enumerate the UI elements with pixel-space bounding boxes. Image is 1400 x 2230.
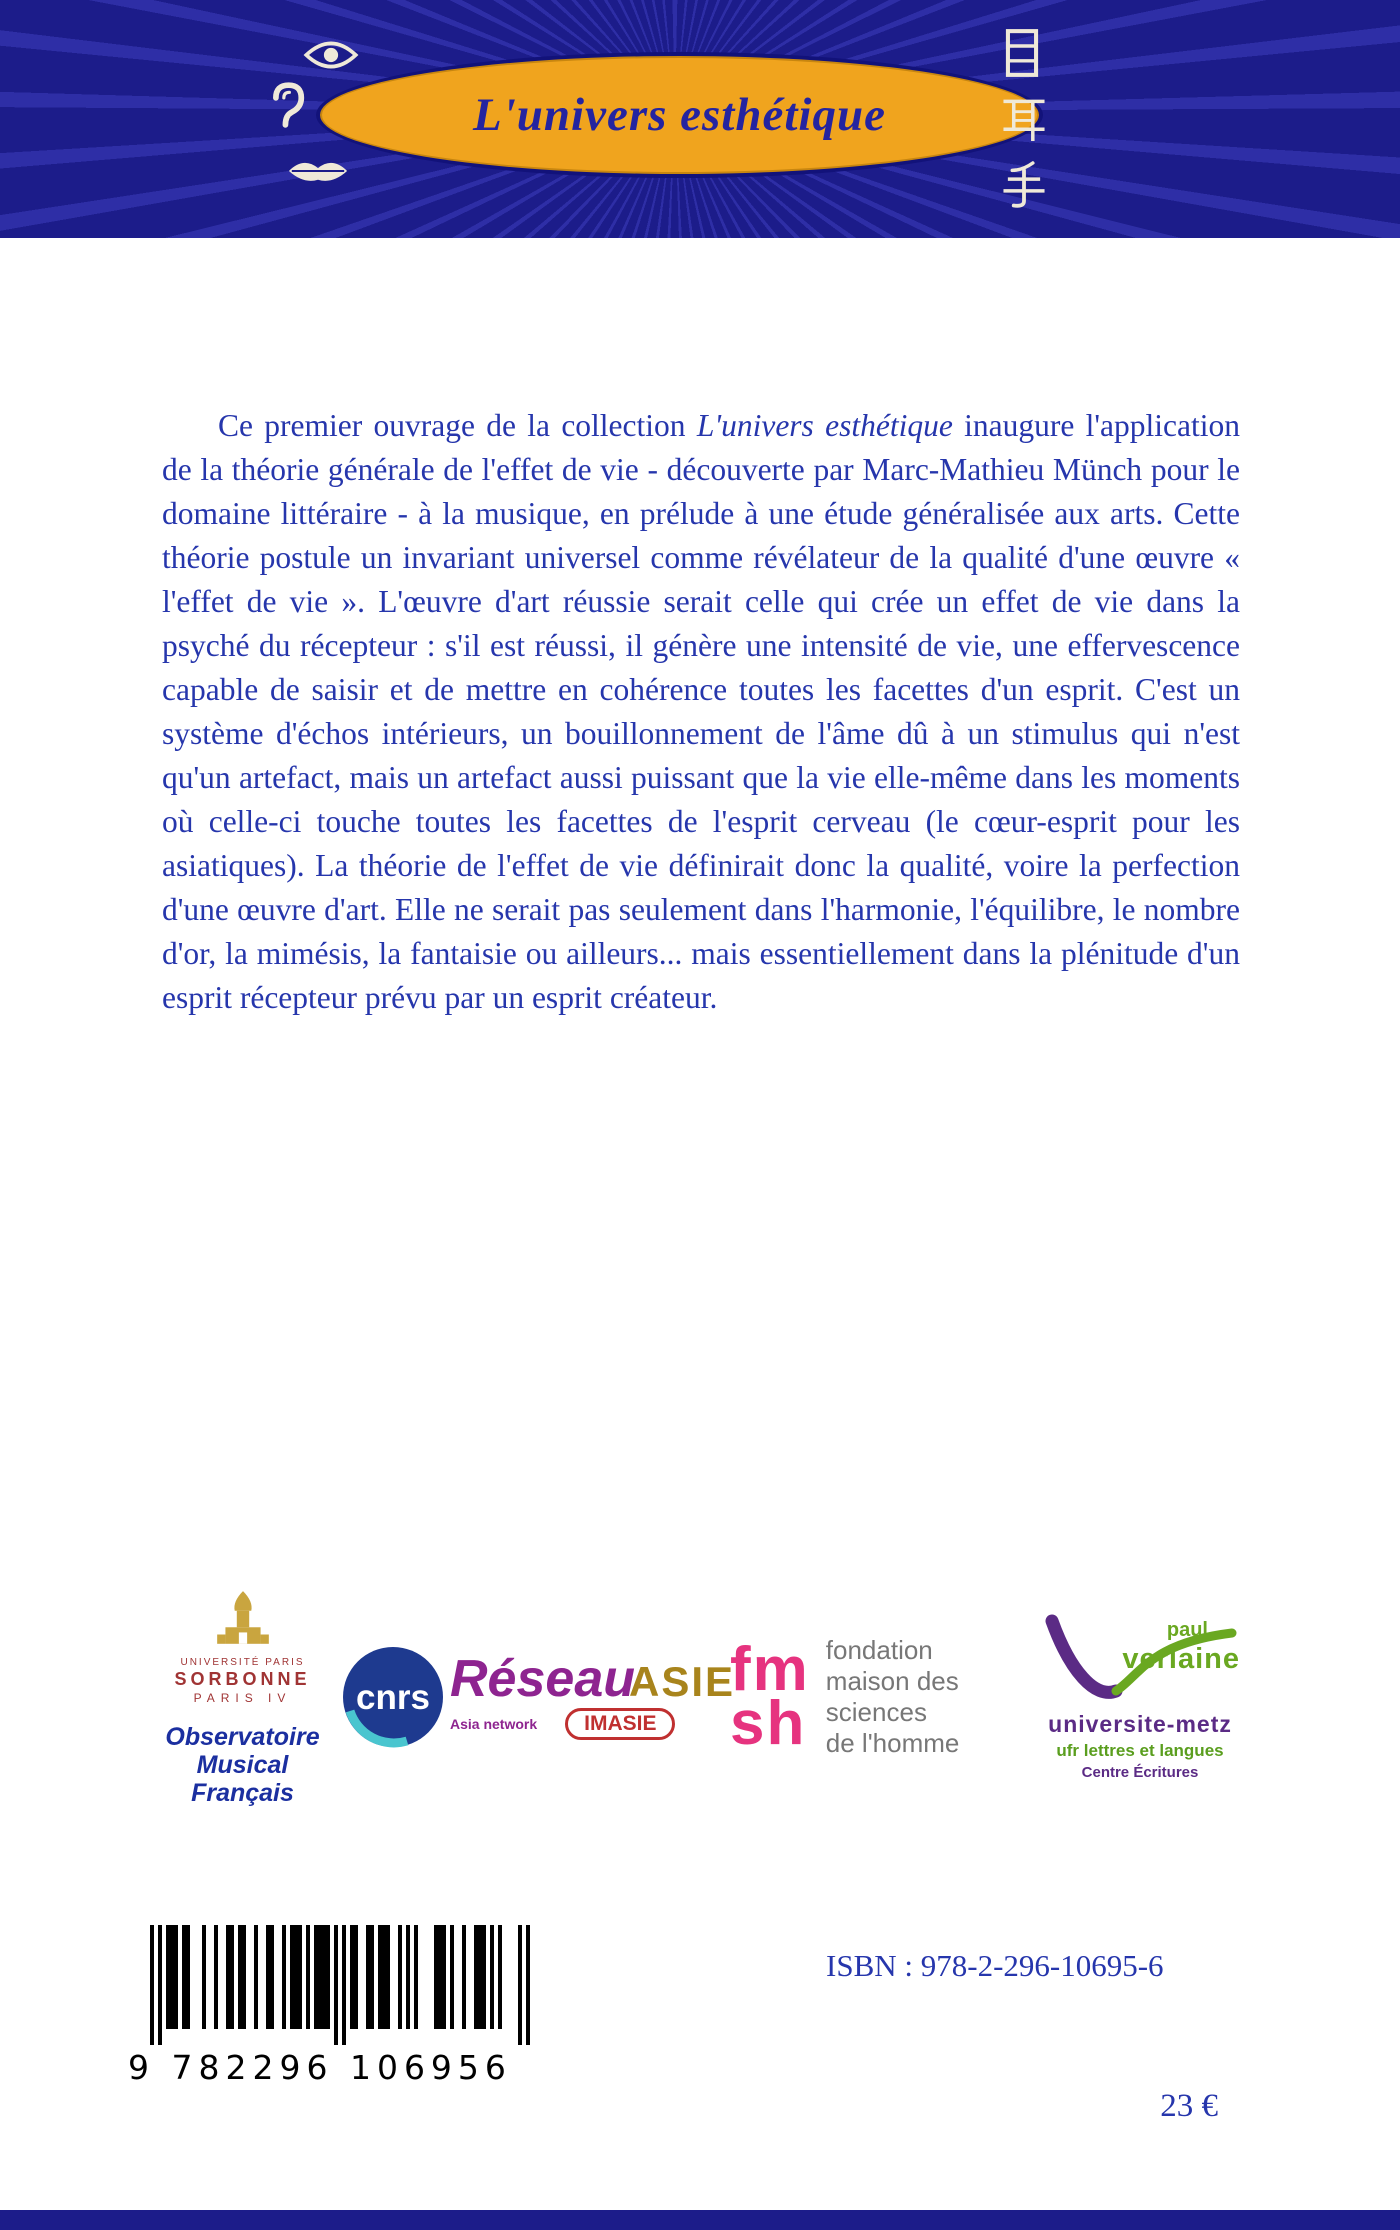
imasie-badge: IMASIE: [565, 1708, 675, 1740]
back-cover-blurb: [162, 404, 1240, 1020]
fmsh-letters-row2: sh: [730, 1689, 807, 1758]
sorbonne-campus: PARIS IV: [193, 1690, 292, 1705]
publisher-logos: [150, 1582, 1250, 1812]
metz-ufr: ufr lettres et langues: [1056, 1741, 1224, 1760]
blurb-lead: Ce premier ouvrage de la collection: [218, 407, 697, 443]
fmsh-letters-row1: fm: [730, 1635, 810, 1704]
metz-logo: [1030, 1613, 1250, 1781]
mouth-icon: [286, 156, 350, 186]
reseau-asie-logo: [450, 1650, 736, 1740]
fmsh-line-4: de l'homme: [825, 1728, 960, 1758]
metz-university: universite-metz: [1048, 1711, 1232, 1737]
kanji-eye-icon: [1002, 28, 1042, 78]
omf-line1: Observatoire: [165, 1722, 320, 1751]
sorbonne-name: SORBONNE: [174, 1668, 311, 1689]
eye-icon: [302, 38, 360, 72]
collection-title: L'univers esthétique: [473, 89, 886, 141]
fmsh-line-2: maison des: [825, 1666, 959, 1696]
reseau-asie-accent: ASIE: [629, 1658, 736, 1705]
metz-paul: paul: [1166, 1619, 1208, 1641]
header-band: [0, 0, 1400, 238]
footer-band: [0, 2210, 1400, 2230]
collection-banner: [320, 56, 1039, 174]
omf-line2: Musical Français: [191, 1750, 294, 1807]
barcode: [128, 1925, 580, 2087]
blurb-body: inaugure l'application de la théorie générale de l'effet de vie - découverte par Marc-Mathieu Münch pour le domaine littéraire - à la musique, en prélude à une étude généralisée aux arts. Cette théorie postule un invariant universel comme révélateur de la qualité d'une œuvre « l'effet de vie ». L'œuvre d'art réussie serait celle qui crée un effet de vie dans la psyché du récepteur : s'il est réussi, il génère une intensité de vie, une effervescence capable de saisir et de mettre en cohérence toutes les facettes d'un esprit. C'est un système d'échos intérieurs, un bouillonnement de l'âme dû à un stimulus qui n'est qu'un artefact, mais un artefact aussi puissant que la vie elle-même dans les moments où celle-ci touche toutes les facettes de l'esprit cerveau (le cœur-esprit pour les asiatiques). La théorie de l'effet de vie définirait donc la qualité, voire la perfection d'une œuvre d'art. Elle ne serait pas seulement dans l'harmonie, l'équilibre, le nombre d'or, la mimésis, la fantaisie ou ailleurs... mais essentiellement dans la plénitude d'un esprit récepteur prévu par un esprit créateur.: [162, 407, 1240, 1015]
fmsh-logo: [730, 1635, 1030, 1759]
blurb-collection-title: L'univers esthétique: [696, 407, 953, 443]
cnrs-logo: [335, 1645, 450, 1749]
kanji-hand-icon: [1002, 160, 1046, 210]
isbn-text: ISBN : 978-2-296-10695-6: [826, 1948, 1164, 1983]
fmsh-line-3: sciences: [825, 1697, 927, 1727]
cnrs-label: cnrs: [355, 1678, 430, 1717]
metz-centre: Centre Écritures: [1081, 1764, 1199, 1781]
sorbonne-logo: [150, 1588, 335, 1807]
kanji-ear-icon: [1002, 94, 1046, 144]
sorbonne-university-label: UNIVERSITÉ PARIS: [180, 1656, 305, 1668]
price-text: 23 €: [1160, 2088, 1218, 2124]
reseau-main: Réseau: [450, 1650, 635, 1708]
barcode-number: 9 782296 106956: [128, 2048, 512, 2087]
asia-network-label: Asia network: [450, 1716, 538, 1732]
sorbonne-building-icon: [212, 1588, 274, 1655]
ear-icon: [266, 82, 308, 136]
fmsh-line-1: fondation: [825, 1635, 933, 1665]
metz-verlaine: verlaine: [1122, 1643, 1240, 1675]
barcode-bars: [150, 1925, 580, 2045]
